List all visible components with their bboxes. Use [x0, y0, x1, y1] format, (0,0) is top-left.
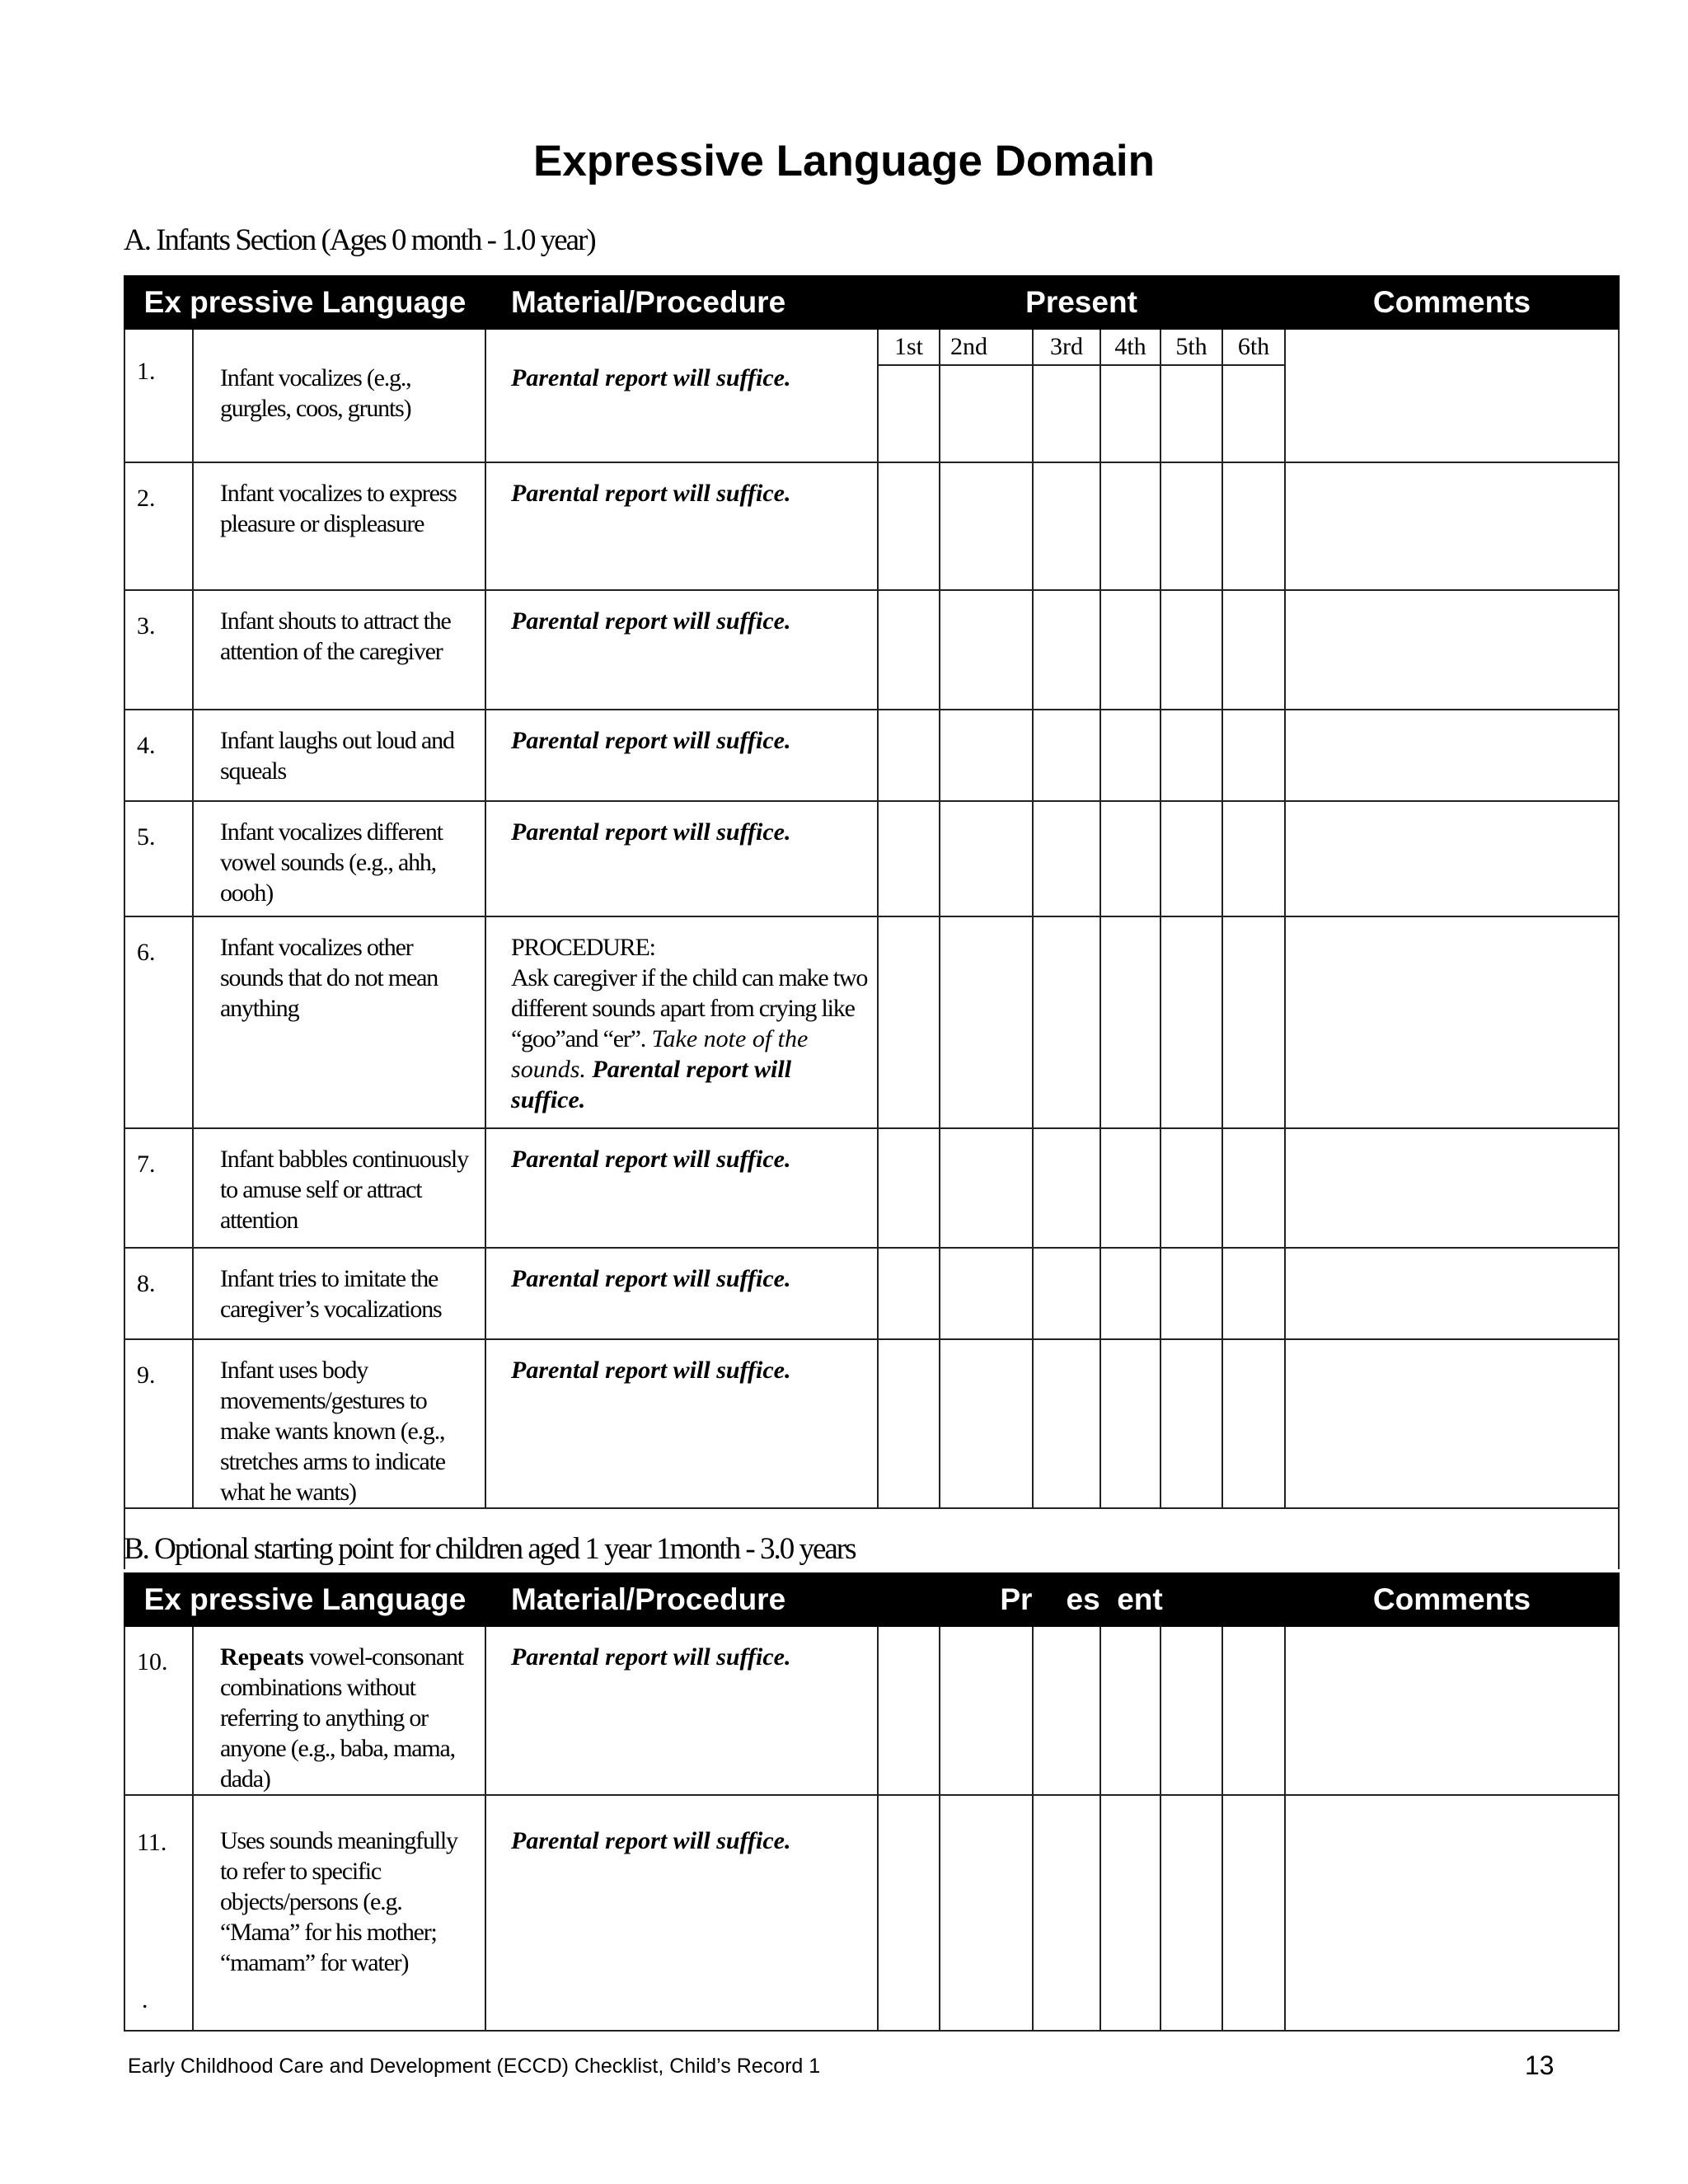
footer-title: Early Childhood Care and Development (ECCD) Checklist, Child’s Record 1: [128, 2055, 821, 2078]
trial-cell[interactable]: [940, 1626, 1033, 1795]
item-number: 5.: [124, 801, 193, 916]
trial-cell[interactable]: [1033, 1795, 1100, 2031]
trial-cell[interactable]: [940, 710, 1033, 801]
trial-cell[interactable]: [1222, 1339, 1285, 1508]
item-skill: [193, 1626, 485, 1795]
comments-cell[interactable]: [1285, 462, 1619, 590]
trial-cell[interactable]: [1033, 462, 1100, 590]
trial-label-3rd: 3rd: [1034, 330, 1100, 366]
trial-cell[interactable]: [1160, 1795, 1222, 2031]
comments-cell[interactable]: [1285, 710, 1619, 801]
trial-cell[interactable]: [1100, 1795, 1160, 2031]
item-procedure: Parental report will suffice.: [485, 1626, 878, 1795]
item-skill: Uses sounds meaningfully to refer to specific objects/persons (e.g. “Mama” for his mother; “mamam” for water): [193, 1795, 485, 2031]
item-number: 4.: [124, 710, 193, 801]
item-number: 7.: [124, 1128, 193, 1248]
trial-cell[interactable]: [1222, 462, 1285, 590]
trial-cell[interactable]: [1160, 462, 1222, 590]
optional-checklist-table: [124, 1572, 1620, 2032]
comments-cell[interactable]: [1285, 590, 1619, 710]
item-skill: Infant vocalizes (e.g., gurgles, coos, grunts): [193, 329, 485, 462]
trial-cell[interactable]: [1222, 710, 1285, 801]
trial-cell[interactable]: [1160, 590, 1222, 710]
trial-cell[interactable]: [1222, 1795, 1285, 2031]
comments-cell[interactable]: [1285, 1339, 1619, 1508]
trial-cell[interactable]: [1160, 1339, 1222, 1508]
trial-cell-2[interactable]: [940, 329, 1033, 462]
page-number: 13: [1525, 2050, 1554, 2080]
item-procedure: Parental report will suffice.: [485, 1339, 878, 1508]
trial-cell[interactable]: [1033, 1339, 1100, 1508]
header-present: Present: [878, 276, 1285, 329]
procedure-text: Ask caregiver if the child can make two different sounds apart from crying like “goo”and “er”.: [511, 964, 868, 1052]
item-number: 6.: [124, 916, 193, 1128]
item-procedure: Parental report will suffice.: [485, 329, 878, 462]
table-row: [124, 1795, 1619, 2031]
trial-cell[interactable]: [1033, 1248, 1100, 1339]
item-skill: Infant laughs out loud and squeals: [193, 710, 485, 801]
trial-cell[interactable]: [878, 1248, 940, 1339]
item-procedure: Parental report will suffice.: [485, 1248, 878, 1339]
table-row: [124, 1248, 1619, 1339]
comments-cell[interactable]: [1285, 1128, 1619, 1248]
item-skill: Infant vocalizes different vowel sounds (e.g., ahh, oooh): [193, 801, 485, 916]
item-number: 10.: [124, 1626, 193, 1795]
item-number: 1.: [124, 329, 193, 462]
trial-cell[interactable]: [878, 1795, 940, 2031]
item-procedure: Parental report will suffice.: [485, 1795, 878, 2031]
table-row: [124, 801, 1619, 916]
trial-label-2nd: 2nd: [940, 330, 1032, 366]
trailing-dot: .: [142, 1986, 148, 2013]
comments-cell[interactable]: [1285, 1795, 1619, 2031]
item-procedure: Parental report will suffice.: [485, 462, 878, 590]
trial-cell[interactable]: [878, 1128, 940, 1248]
trial-cell[interactable]: [878, 590, 940, 710]
trial-cell[interactable]: [878, 1626, 940, 1795]
trial-cell[interactable]: [878, 710, 940, 801]
trial-cell[interactable]: [1222, 1128, 1285, 1248]
trial-cell[interactable]: [1160, 801, 1222, 916]
trial-cell[interactable]: [1100, 590, 1160, 710]
trial-cell[interactable]: [1222, 801, 1285, 916]
trial-cell[interactable]: [940, 1795, 1033, 2031]
page-title: Expressive Language Domain: [532, 137, 1156, 185]
trial-cell[interactable]: [1160, 916, 1222, 1128]
trial-cell[interactable]: [1033, 801, 1100, 916]
trial-cell[interactable]: [1222, 1626, 1285, 1795]
header-material-procedure: Material/Procedure: [485, 276, 878, 329]
header-expressive-language: Ex pressive Language: [124, 1573, 485, 1626]
trial-cell[interactable]: [940, 1128, 1033, 1248]
procedure-note: Take note of the sounds.: [511, 1025, 809, 1083]
table-header: [124, 276, 1619, 329]
item-number: 3.: [124, 590, 193, 710]
trial-cell-6[interactable]: [1222, 329, 1285, 462]
trial-cell[interactable]: [1222, 1248, 1285, 1339]
trial-cell[interactable]: [940, 1248, 1033, 1339]
infants-checklist-table: [124, 275, 1620, 1569]
section-a-heading: A. Infants Section (Ages 0 month - 1.0 year): [124, 223, 595, 257]
table-row: [124, 590, 1619, 710]
trial-cell[interactable]: [940, 462, 1033, 590]
table-row: [124, 916, 1619, 1128]
table-row: [124, 462, 1619, 590]
trial-cell[interactable]: [1100, 1339, 1160, 1508]
item-skill: Infant babbles continuously to amuse self or attract attention: [193, 1128, 485, 1248]
item-number: 8.: [124, 1248, 193, 1339]
trial-cell[interactable]: [940, 916, 1033, 1128]
trial-cell-3[interactable]: [1033, 329, 1100, 462]
header-comments: Comments: [1285, 1573, 1619, 1626]
item-skill: Infant vocalizes other sounds that do not mean anything: [193, 916, 485, 1128]
item-skill: Infant tries to imitate the caregiver’s vocalizations: [193, 1248, 485, 1339]
item-number: 9.: [124, 1339, 193, 1508]
trial-cell[interactable]: [1033, 1128, 1100, 1248]
trial-label-1st: 1st: [879, 330, 939, 366]
comments-cell[interactable]: [1285, 1626, 1619, 1795]
trial-cell[interactable]: [1100, 1128, 1160, 1248]
trial-cell[interactable]: [1100, 1248, 1160, 1339]
trial-cell[interactable]: [1033, 590, 1100, 710]
skill-rest: vowel-consonant combinations without referring to anything or anyone (e.g., baba, mama, dada): [220, 1643, 463, 1793]
trial-cell[interactable]: [1100, 1626, 1160, 1795]
trial-cell[interactable]: [1033, 916, 1100, 1128]
procedure-label: PROCEDURE:: [511, 934, 655, 961]
header-material-procedure: Material/Procedure: [485, 1573, 878, 1626]
item-skill: Infant uses body movements/gestures to make wants known (e.g., stretches arms to indicate what he wants): [193, 1339, 485, 1508]
trial-cell[interactable]: [940, 801, 1033, 916]
table-row: [124, 329, 1619, 462]
trial-cell[interactable]: [878, 1339, 940, 1508]
trial-cell[interactable]: [878, 801, 940, 916]
item-procedure: [485, 916, 878, 1128]
item-procedure: Parental report will suffice.: [485, 801, 878, 916]
trial-cell[interactable]: [1160, 1626, 1222, 1795]
header-comments: Comments: [1285, 276, 1619, 329]
trial-cell-5[interactable]: [1160, 329, 1222, 462]
trial-cell[interactable]: [1033, 1626, 1100, 1795]
item-skill: Infant vocalizes to express pleasure or displeasure: [193, 462, 485, 590]
comments-cell[interactable]: [1285, 916, 1619, 1128]
table-header: [124, 1573, 1619, 1626]
comments-cell[interactable]: [1285, 801, 1619, 916]
item-number: 2.: [124, 462, 193, 590]
item-procedure: Parental report will suffice.: [485, 710, 878, 801]
trial-cell[interactable]: [1100, 710, 1160, 801]
header-expressive-language: Ex pressive Language: [124, 276, 485, 329]
header-present: Pr es ent: [878, 1573, 1285, 1626]
comments-cell[interactable]: [1285, 1248, 1619, 1339]
trial-cell[interactable]: [1100, 801, 1160, 916]
trial-cell[interactable]: [940, 590, 1033, 710]
section-b-heading: B. Optional starting point for children aged 1 year 1month - 3.0 years: [124, 1532, 856, 1566]
trial-cell[interactable]: [878, 916, 940, 1128]
item-number: 11.: [124, 1795, 193, 2031]
skill-bold: Repeats: [220, 1643, 304, 1671]
trial-cell-4[interactable]: [1100, 329, 1160, 462]
trial-cell[interactable]: [1160, 1248, 1222, 1339]
item-skill: Infant shouts to attract the attention of the caregiver: [193, 590, 485, 710]
trial-cell[interactable]: [940, 1339, 1033, 1508]
trial-cell[interactable]: [1100, 462, 1160, 590]
trial-label-5th: 5th: [1161, 330, 1221, 366]
trial-cell[interactable]: [878, 462, 940, 590]
trial-cell[interactable]: [1033, 710, 1100, 801]
trial-label-6th: 6th: [1223, 330, 1284, 366]
trial-label-4th: 4th: [1101, 330, 1160, 366]
trial-cell[interactable]: [1160, 1128, 1222, 1248]
trial-cell[interactable]: [1100, 916, 1160, 1128]
table-row: [124, 1626, 1619, 1795]
procedure-suffice: Parental report will suffice.: [511, 1056, 792, 1113]
item-procedure: Parental report will suffice.: [485, 590, 878, 710]
comments-cell[interactable]: [1285, 329, 1619, 462]
table-row: [124, 1339, 1619, 1508]
item-procedure: Parental report will suffice.: [485, 1128, 878, 1248]
table-row: [124, 710, 1619, 801]
table-row: [124, 1128, 1619, 1248]
trial-cell-1[interactable]: [878, 329, 940, 462]
trial-cell[interactable]: [1160, 710, 1222, 801]
trial-cell[interactable]: [1222, 590, 1285, 710]
trial-cell[interactable]: [1222, 916, 1285, 1128]
